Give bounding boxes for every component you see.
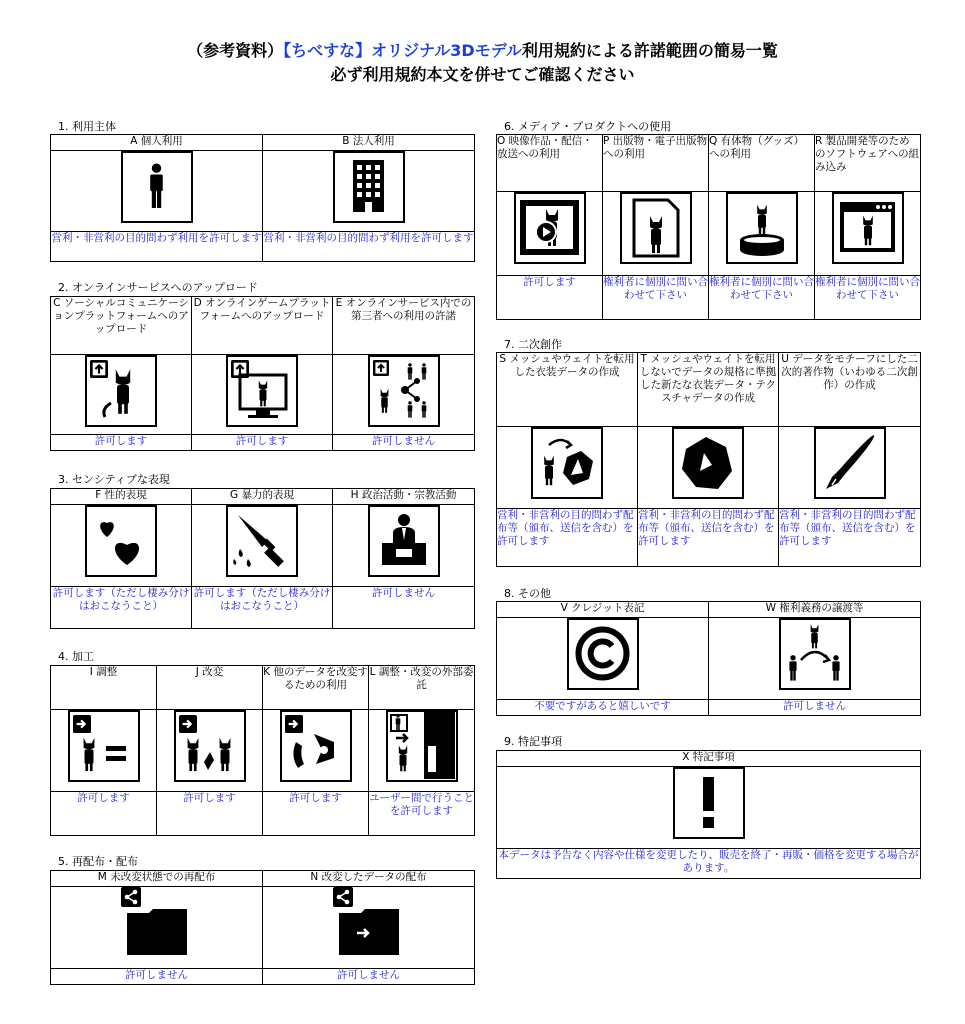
section-1-title: 1. 利用主体	[58, 120, 116, 133]
title-suffix: 利用規約による許諾範囲の簡易一覧	[521, 41, 778, 60]
costume-transfer-icon	[531, 427, 603, 499]
item-x-label: X 特記事項	[497, 751, 921, 767]
knife-icon	[226, 505, 298, 577]
item-b-label: B 法人利用	[263, 135, 475, 151]
item-m-permission: 許可しません	[51, 969, 263, 985]
item-t-label: T メッシュやウェイトを転用しないでデータの規格に準拠した新たな衣装データ・テクスチャデータの作成	[638, 353, 779, 427]
section-3-title: 3. センシティブな表現	[58, 473, 170, 486]
title-brand: 【ちべすな】オリジナル3Dモデル	[283, 41, 522, 60]
item-f-label: F 性的表現	[51, 489, 192, 505]
item-s-permission: 営利・非営利の目的問わず配布等（頒布、送信を含む）を許可します	[497, 509, 638, 567]
item-v-permission: 不要ですがあると嬉しいです	[497, 700, 709, 716]
section-9-title: 9. 特記事項	[504, 735, 562, 748]
item-p-permission: 権利者に個別に問い合わせて下さい	[603, 276, 709, 320]
section-7-table	[496, 352, 921, 567]
costume-icon	[672, 427, 744, 499]
adjust-icon	[68, 710, 140, 782]
section-1-table	[50, 134, 475, 262]
upload-cat-icon	[85, 355, 157, 427]
software-icon	[832, 192, 904, 264]
pen-icon	[814, 427, 886, 499]
item-m-label: M 未改変状態での再配布	[51, 871, 263, 887]
section-2-table	[50, 296, 475, 451]
item-g-permission: 許可します（ただし棲み分けはおこなうこと）	[192, 587, 333, 629]
item-r-label: R 製品開発等のためのソフトウェアへの組み込み	[815, 135, 921, 192]
item-q-permission: 権利者に個別に問い合わせて下さい	[709, 276, 815, 320]
section-8-table	[496, 601, 921, 716]
section-7-title: 7. 二次創作	[504, 338, 562, 351]
section-9-table	[496, 750, 921, 879]
hearts-icon	[85, 505, 157, 577]
transfer-icon	[779, 618, 851, 690]
item-k-permission: 許可します	[263, 792, 369, 836]
item-x-permission: 本データは予告なく内容や仕様を変更したり、販売を終了・再販・価格を変更する場合があります。	[497, 849, 921, 879]
item-t-permission: 営利・非営利の目的問わず配布等（頒布、送信を含む）を許可します	[638, 509, 779, 567]
section-2-title: 2. オンラインサービスへのアップロード	[58, 281, 258, 294]
section-8-title: 8. その他	[504, 587, 551, 600]
figure-icon	[726, 192, 798, 264]
item-a-label: A 個人利用	[51, 135, 263, 151]
item-q-label: Q 有体物（グッズ）への利用	[709, 135, 815, 192]
item-e-label: E オンラインサービス内での第三者への利用の許諾	[333, 297, 475, 355]
distribute-modified-icon	[333, 887, 405, 959]
item-b-permission: 営利・非営利の目的問わず利用を許可します	[263, 232, 475, 262]
publication-icon	[620, 192, 692, 264]
exclamation-icon	[673, 767, 745, 839]
item-p-label: P 出版物・電子出版物への利用	[603, 135, 709, 192]
section-4-table	[50, 665, 475, 836]
page-subtitle: 必ず利用規約本文を併せてご確認ください	[330, 65, 635, 84]
item-n-permission: 許可しません	[263, 969, 475, 985]
section-6-title: 6. メディア・プロダクトへの使用	[504, 120, 672, 133]
item-k-label: K 他のデータを改変するための利用	[263, 666, 369, 710]
video-icon	[514, 192, 586, 264]
item-j-label: J 改変	[157, 666, 263, 710]
item-u-permission: 営利・非営利の目的問わず配布等（頒布、送信を含む）を許可します	[779, 509, 921, 567]
item-e-permission: 許可しません	[333, 435, 475, 451]
item-n-label: N 改変したデータの配布	[263, 871, 475, 887]
item-o-permission: 許可します	[497, 276, 603, 320]
section-4-title: 4. 加工	[58, 650, 94, 663]
copyright-icon	[567, 618, 639, 690]
item-d-permission: 許可します	[192, 435, 333, 451]
building-icon	[333, 151, 405, 223]
item-o-label: O 映像作品・配信・放送への利用	[497, 135, 603, 192]
item-h-permission: 許可しません	[333, 587, 475, 629]
title-prefix: （参考資料）	[187, 41, 284, 60]
person-icon	[121, 151, 193, 223]
modify-icon	[174, 710, 246, 782]
item-w-label: W 権利義務の譲渡等	[709, 602, 921, 618]
item-l-permission: ユーザー間で行うことを許可します	[369, 792, 475, 836]
upload-monitor-icon	[226, 355, 298, 427]
redistribute-icon	[121, 887, 193, 959]
item-i-permission: 許可します	[51, 792, 157, 836]
section-3-table	[50, 488, 475, 629]
item-h-label: H 政治活動・宗教活動	[333, 489, 475, 505]
section-5-title: 5. 再配布・配布	[58, 855, 138, 868]
section-6-table	[496, 134, 921, 320]
item-c-label: C ソーシャルコミュニケーションプラットフォームへのアップロード	[51, 297, 192, 355]
item-l-label: L 調整・改変の外部委託	[369, 666, 475, 710]
section-5-table	[50, 870, 475, 985]
item-a-permission: 営利・非営利の目的問わず利用を許可します	[51, 232, 263, 262]
item-i-label: I 調整	[51, 666, 157, 710]
item-v-label: V クレジット表記	[497, 602, 709, 618]
podium-icon	[368, 505, 440, 577]
item-g-label: G 暴力的表現	[192, 489, 333, 505]
page-title	[0, 40, 965, 62]
item-u-label: U データをモチーフにした二次的著作物（いわゆる二次創作）の作成	[779, 353, 921, 427]
item-d-label: D オンラインゲームプラットフォームへのアップロード	[192, 297, 333, 355]
item-w-permission: 許可しません	[709, 700, 921, 716]
parts-icon	[280, 710, 352, 782]
item-s-label: S メッシュやウェイトを転用した衣装データの作成	[497, 353, 638, 427]
item-r-permission: 権利者に個別に問い合わせて下さい	[815, 276, 921, 320]
item-j-permission: 許可します	[157, 792, 263, 836]
outsource-icon	[386, 710, 458, 782]
item-f-permission: 許可します（ただし棲み分けはおこなうこと）	[51, 587, 192, 629]
item-c-permission: 許可します	[51, 435, 192, 451]
share-users-icon	[368, 355, 440, 427]
